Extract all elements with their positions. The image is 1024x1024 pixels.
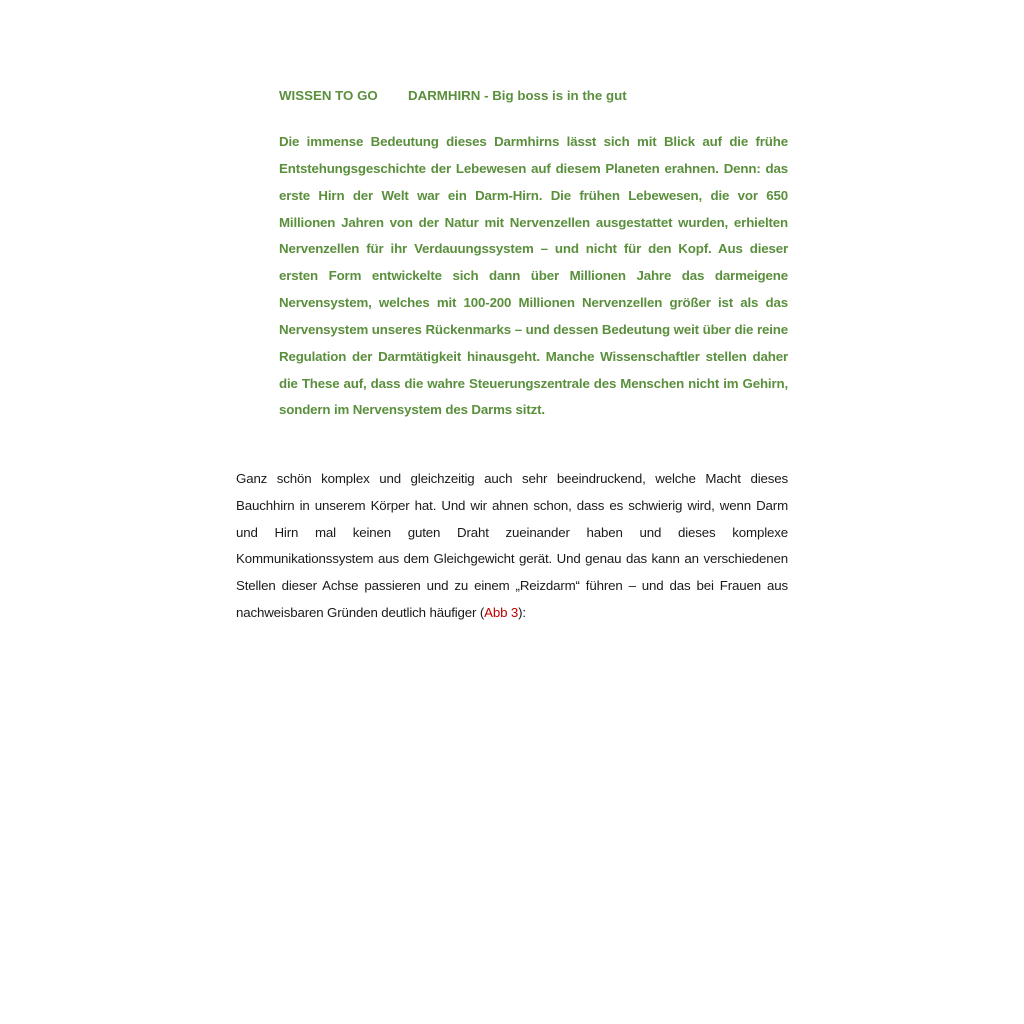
figure-reference-link[interactable]: Abb 3 <box>484 604 519 620</box>
info-box <box>279 86 788 424</box>
body-paragraph-end: ): <box>518 604 526 620</box>
info-box-header <box>279 86 788 106</box>
info-box-kicker: WISSEN TO GO <box>279 88 378 103</box>
body-paragraph-text: Ganz schön komplex und gleichzeitig auch sehr beeindruckend, welche Macht dieses Bauchhirn in unserem Körper hat. Und wir ahnen schon, dass es schwierig wird, wenn Darm und Hirn mal keinen guten Draht zueinander haben und dieses komplexe Kommunikationssystem aus dem Gleichgewicht gerät. Und genau das kann an verschiedenen Stellen dieser Achse passieren und zu einem „Reizdarm“ führen – und das bei Frauen aus nachweisbaren Gründen deutlich häufiger ( <box>236 471 788 620</box>
info-box-body: Die immense Bedeutung dieses Darmhirns lässt sich mit Blick auf die frühe Entstehungsgeschichte der Lebewesen auf diesem Planeten erahnen. Denn: das erste Hirn der Welt war ein Darm-Hirn. Die frühen Lebewesen, die vor 650 Millionen Jahren von der Natur mit Nervenzellen ausgestattet wurden, erhielten Nervenzellen für ihr Verdauungssystem – und nicht für den Kopf. Aus dieser ersten Form entwickelte sich dann über Millionen Jahre das darmeigene Nervensystem, welches mit 100-200 Millionen Nervenzellen größer ist als das Nervensystem unseres Rückenmarks – und dessen Bedeutung weit über die reine Regulation der Darmtätigkeit hinausgeht. Manche Wissenschaftler stellen daher die These auf, dass die wahre Steuerungszentrale des Menschen nicht im Gehirn, sondern im Nervensystem des Darms sitzt. <box>279 134 788 418</box>
body-paragraph <box>236 466 788 627</box>
info-box-title: DARMHIRN - Big boss is in the gut <box>408 88 627 103</box>
